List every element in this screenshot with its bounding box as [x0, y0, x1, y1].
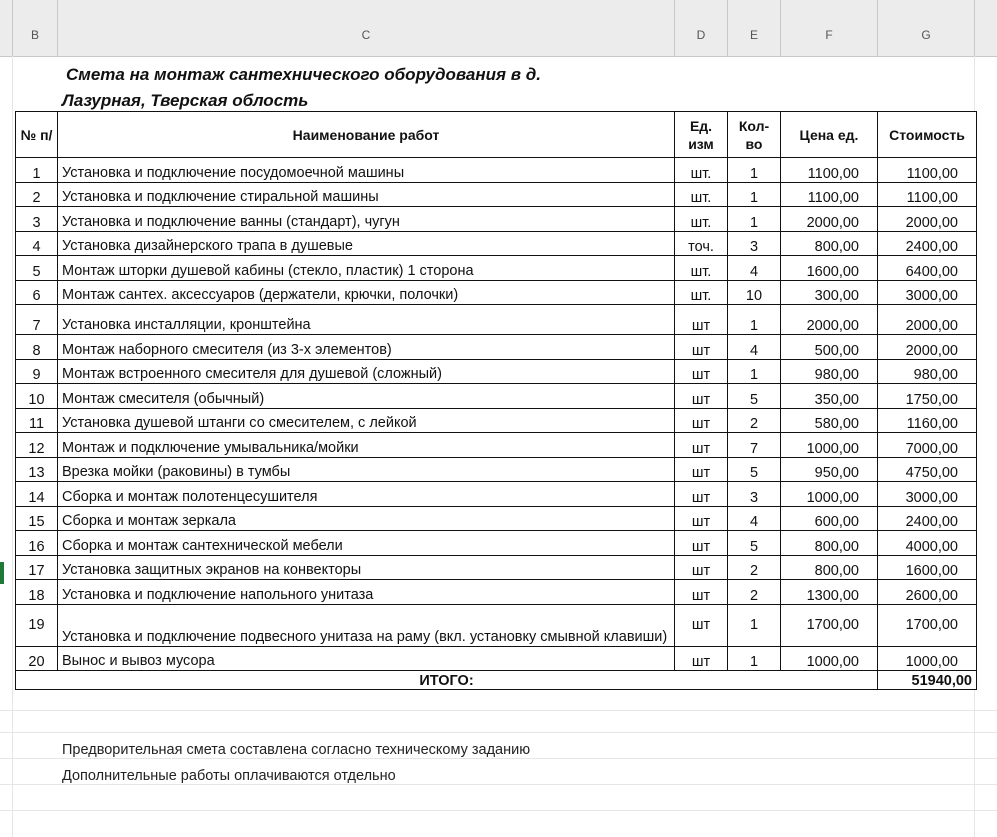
quantity-cell[interactable]: 1 — [728, 182, 781, 207]
unit-price-cell[interactable]: 580,00 — [781, 408, 878, 433]
cost-cell[interactable]: 1700,00 — [878, 604, 977, 646]
cost-cell[interactable]: 1600,00 — [878, 555, 977, 580]
header-unit[interactable]: Ед. изм — [675, 112, 728, 158]
column-header-bar — [0, 0, 997, 57]
unit-cell[interactable]: шт — [675, 359, 728, 384]
unit-price-cell[interactable]: 2000,00 — [781, 305, 878, 335]
unit-cell[interactable]: шт — [675, 335, 728, 360]
total-row — [16, 671, 977, 690]
unit-cell[interactable]: шт. — [675, 158, 728, 183]
unit-price-cell[interactable]: 600,00 — [781, 506, 878, 531]
row-number-cell[interactable]: 6 — [16, 280, 58, 305]
gridline — [0, 732, 997, 733]
work-name-cell[interactable]: Установка и подключение стиральной машины — [58, 182, 675, 207]
table-row — [16, 604, 977, 646]
quantity-cell[interactable]: 1 — [728, 158, 781, 183]
quantity-cell[interactable]: 1 — [728, 359, 781, 384]
table-row — [16, 580, 977, 605]
header-num[interactable]: № п/ — [16, 112, 58, 158]
table-row — [16, 482, 977, 507]
gridline — [0, 710, 997, 711]
column-header-g[interactable]: G — [878, 0, 975, 56]
cost-cell[interactable]: 3000,00 — [878, 482, 977, 507]
unit-price-cell[interactable]: 1000,00 — [781, 482, 878, 507]
table-row — [16, 280, 977, 305]
quantity-cell[interactable]: 1 — [728, 305, 781, 335]
cost-cell[interactable]: 2400,00 — [878, 231, 977, 256]
unit-cell[interactable]: шт. — [675, 182, 728, 207]
column-header-d[interactable]: D — [675, 0, 728, 56]
unit-cell[interactable]: шт — [675, 384, 728, 409]
row-number-cell[interactable]: 9 — [16, 359, 58, 384]
work-name-cell[interactable]: Установка дизайнерского трапа в душевые — [58, 231, 675, 256]
table-row — [16, 305, 977, 335]
table-row — [16, 646, 977, 671]
work-name-cell[interactable]: Монтаж сантех. аксессуаров (держатели, крючки, полочки) — [58, 280, 675, 305]
row-number-cell[interactable]: 11 — [16, 408, 58, 433]
table-header-row — [16, 112, 977, 158]
work-name-cell[interactable]: Вынос и вывоз мусора — [58, 646, 675, 671]
unit-cell[interactable]: шт — [675, 646, 728, 671]
table-row — [16, 335, 977, 360]
header-qty[interactable]: Кол-во — [728, 112, 781, 158]
row-number-cell[interactable]: 3 — [16, 207, 58, 232]
estimate-table — [15, 111, 977, 690]
column-header-corner[interactable] — [0, 0, 13, 56]
unit-cell[interactable]: шт — [675, 604, 728, 646]
total-label[interactable]: ИТОГО: — [16, 671, 878, 690]
unit-price-cell[interactable]: 1600,00 — [781, 256, 878, 281]
active-row-marker — [0, 562, 4, 584]
row-number-cell[interactable]: 5 — [16, 256, 58, 281]
table-row — [16, 231, 977, 256]
row-number-cell[interactable]: 20 — [16, 646, 58, 671]
title-line-2: Лазурная, Тверская облость — [62, 91, 309, 110]
title-line-1: Смета на монтаж сантехнического оборудования в д. — [66, 65, 541, 84]
unit-price-cell[interactable]: 1000,00 — [781, 646, 878, 671]
work-name-cell[interactable]: Сборка и монтаж зеркала — [58, 506, 675, 531]
work-name-cell[interactable]: Установка и подключение посудомоечной машины — [58, 158, 675, 183]
unit-cell[interactable]: шт — [675, 457, 728, 482]
work-name-cell[interactable]: Монтаж смесителя (обычный) — [58, 384, 675, 409]
unit-price-cell[interactable]: 980,00 — [781, 359, 878, 384]
cost-cell[interactable]: 980,00 — [878, 359, 977, 384]
total-value[interactable]: 51940,00 — [878, 671, 977, 690]
quantity-cell[interactable]: 4 — [728, 506, 781, 531]
table-row — [16, 408, 977, 433]
header-cost[interactable]: Стоимость — [878, 112, 977, 158]
unit-cell[interactable]: шт. — [675, 256, 728, 281]
unit-price-cell[interactable]: 350,00 — [781, 384, 878, 409]
row-number-cell[interactable]: 8 — [16, 335, 58, 360]
footer-note-1[interactable]: Предворительная смета составлена согласно техническому заданию — [62, 742, 531, 758]
row-number-cell[interactable]: 12 — [16, 433, 58, 458]
row-number-cell[interactable]: 17 — [16, 555, 58, 580]
quantity-cell[interactable]: 4 — [728, 335, 781, 360]
table-row — [16, 555, 977, 580]
unit-cell[interactable]: шт — [675, 482, 728, 507]
quantity-cell[interactable]: 5 — [728, 384, 781, 409]
work-name-cell[interactable]: Установка и подключение подвесного унитаза на раму (вкл. установку смывной клавиши) — [58, 604, 675, 646]
unit-price-cell[interactable]: 500,00 — [781, 335, 878, 360]
work-name-cell[interactable]: Установка душевой штанги со смесителем, с лейкой — [58, 408, 675, 433]
cost-cell[interactable]: 1000,00 — [878, 646, 977, 671]
cost-cell[interactable]: 2000,00 — [878, 207, 977, 232]
table-row — [16, 158, 977, 183]
cost-cell[interactable]: 1160,00 — [878, 408, 977, 433]
footer-notes — [62, 737, 530, 789]
quantity-cell[interactable]: 1 — [728, 207, 781, 232]
cost-cell[interactable]: 2000,00 — [878, 335, 977, 360]
table-row — [16, 256, 977, 281]
row-number-cell[interactable]: 19 — [16, 604, 58, 646]
quantity-cell[interactable]: 5 — [728, 457, 781, 482]
work-name-cell[interactable]: Монтаж шторки душевой кабины (стекло, пластик) 1 сторона — [58, 256, 675, 281]
row-number-cell[interactable]: 4 — [16, 231, 58, 256]
cost-cell[interactable]: 1100,00 — [878, 182, 977, 207]
cost-cell[interactable]: 4000,00 — [878, 531, 977, 556]
unit-price-cell[interactable]: 1300,00 — [781, 580, 878, 605]
quantity-cell[interactable]: 1 — [728, 646, 781, 671]
unit-cell[interactable]: шт — [675, 555, 728, 580]
header-name[interactable]: Наименование работ — [58, 112, 675, 158]
table-row — [16, 182, 977, 207]
row-number-cell[interactable]: 10 — [16, 384, 58, 409]
unit-price-cell[interactable]: 1700,00 — [781, 604, 878, 646]
work-name-cell[interactable]: Монтаж встроенного смесителя для душевой (сложный) — [58, 359, 675, 384]
cost-cell[interactable]: 6400,00 — [878, 256, 977, 281]
unit-price-cell[interactable]: 800,00 — [781, 555, 878, 580]
quantity-cell[interactable]: 4 — [728, 256, 781, 281]
work-name-cell[interactable]: Установка защитных экранов на конвекторы — [58, 555, 675, 580]
cost-cell[interactable]: 1750,00 — [878, 384, 977, 409]
unit-price-cell[interactable]: 950,00 — [781, 457, 878, 482]
row-number-cell[interactable]: 1 — [16, 158, 58, 183]
unit-cell[interactable]: точ. — [675, 231, 728, 256]
unit-cell[interactable]: шт — [675, 408, 728, 433]
row-number-cell[interactable]: 14 — [16, 482, 58, 507]
table-row — [16, 506, 977, 531]
unit-price-cell[interactable]: 2000,00 — [781, 207, 878, 232]
footer-note-2[interactable]: Дополнительные работы оплачиваются отдельно — [62, 768, 396, 784]
quantity-cell[interactable]: 3 — [728, 482, 781, 507]
unit-price-cell[interactable]: 1000,00 — [781, 433, 878, 458]
gridline — [12, 56, 13, 837]
unit-cell[interactable]: шт — [675, 506, 728, 531]
quantity-cell[interactable]: 2 — [728, 555, 781, 580]
column-header-e[interactable]: E — [728, 0, 781, 56]
unit-price-cell[interactable]: 300,00 — [781, 280, 878, 305]
header-price[interactable]: Цена ед. — [781, 112, 878, 158]
work-name-cell[interactable]: Установка и подключение ванны (стандарт), чугун — [58, 207, 675, 232]
work-name-cell[interactable]: Монтаж наборного смесителя (из 3-х элементов) — [58, 335, 675, 360]
unit-price-cell[interactable]: 800,00 — [781, 231, 878, 256]
unit-cell[interactable]: шт. — [675, 280, 728, 305]
unit-cell[interactable]: шт — [675, 433, 728, 458]
gridline — [0, 810, 997, 811]
row-number-cell[interactable]: 13 — [16, 457, 58, 482]
column-header-c[interactable]: C — [58, 0, 675, 56]
work-name-cell[interactable]: Сборка и монтаж сантехнической мебели — [58, 531, 675, 556]
work-name-cell[interactable]: Монтаж и подключение умывальника/мойки — [58, 433, 675, 458]
column-header-b[interactable]: B — [13, 0, 58, 56]
unit-cell[interactable]: шт — [675, 305, 728, 335]
quantity-cell[interactable]: 10 — [728, 280, 781, 305]
row-number-cell[interactable]: 2 — [16, 182, 58, 207]
unit-cell[interactable]: шт — [675, 580, 728, 605]
quantity-cell[interactable]: 2 — [728, 408, 781, 433]
cost-cell[interactable]: 2400,00 — [878, 506, 977, 531]
work-name-cell[interactable]: Установка и подключение напольного унитаза — [58, 580, 675, 605]
row-number-cell[interactable]: 15 — [16, 506, 58, 531]
cost-cell[interactable]: 3000,00 — [878, 280, 977, 305]
work-name-cell[interactable]: Сборка и монтаж полотенцесушителя — [58, 482, 675, 507]
row-number-cell[interactable]: 18 — [16, 580, 58, 605]
quantity-cell[interactable]: 7 — [728, 433, 781, 458]
estimate-title — [62, 62, 766, 114]
quantity-cell[interactable]: 1 — [728, 604, 781, 646]
work-name-cell[interactable]: Врезка мойки (раковины) в тумбы — [58, 457, 675, 482]
table-row — [16, 359, 977, 384]
cost-cell[interactable]: 7000,00 — [878, 433, 977, 458]
quantity-cell[interactable]: 2 — [728, 580, 781, 605]
quantity-cell[interactable]: 3 — [728, 231, 781, 256]
row-number-cell[interactable]: 7 — [16, 305, 58, 335]
cost-cell[interactable]: 2000,00 — [878, 305, 977, 335]
table-row — [16, 384, 977, 409]
unit-cell[interactable]: шт. — [675, 207, 728, 232]
work-name-cell[interactable]: Установка инсталляции, кронштейна — [58, 305, 675, 335]
table-row — [16, 207, 977, 232]
cost-cell[interactable]: 1100,00 — [878, 158, 977, 183]
unit-price-cell[interactable]: 1100,00 — [781, 158, 878, 183]
unit-price-cell[interactable]: 1100,00 — [781, 182, 878, 207]
table-row — [16, 457, 977, 482]
quantity-cell[interactable]: 5 — [728, 531, 781, 556]
table-row — [16, 531, 977, 556]
unit-price-cell[interactable]: 800,00 — [781, 531, 878, 556]
table-row — [16, 433, 977, 458]
column-header-f[interactable]: F — [781, 0, 878, 56]
row-number-cell[interactable]: 16 — [16, 531, 58, 556]
cost-cell[interactable]: 4750,00 — [878, 457, 977, 482]
cost-cell[interactable]: 2600,00 — [878, 580, 977, 605]
unit-cell[interactable]: шт — [675, 531, 728, 556]
